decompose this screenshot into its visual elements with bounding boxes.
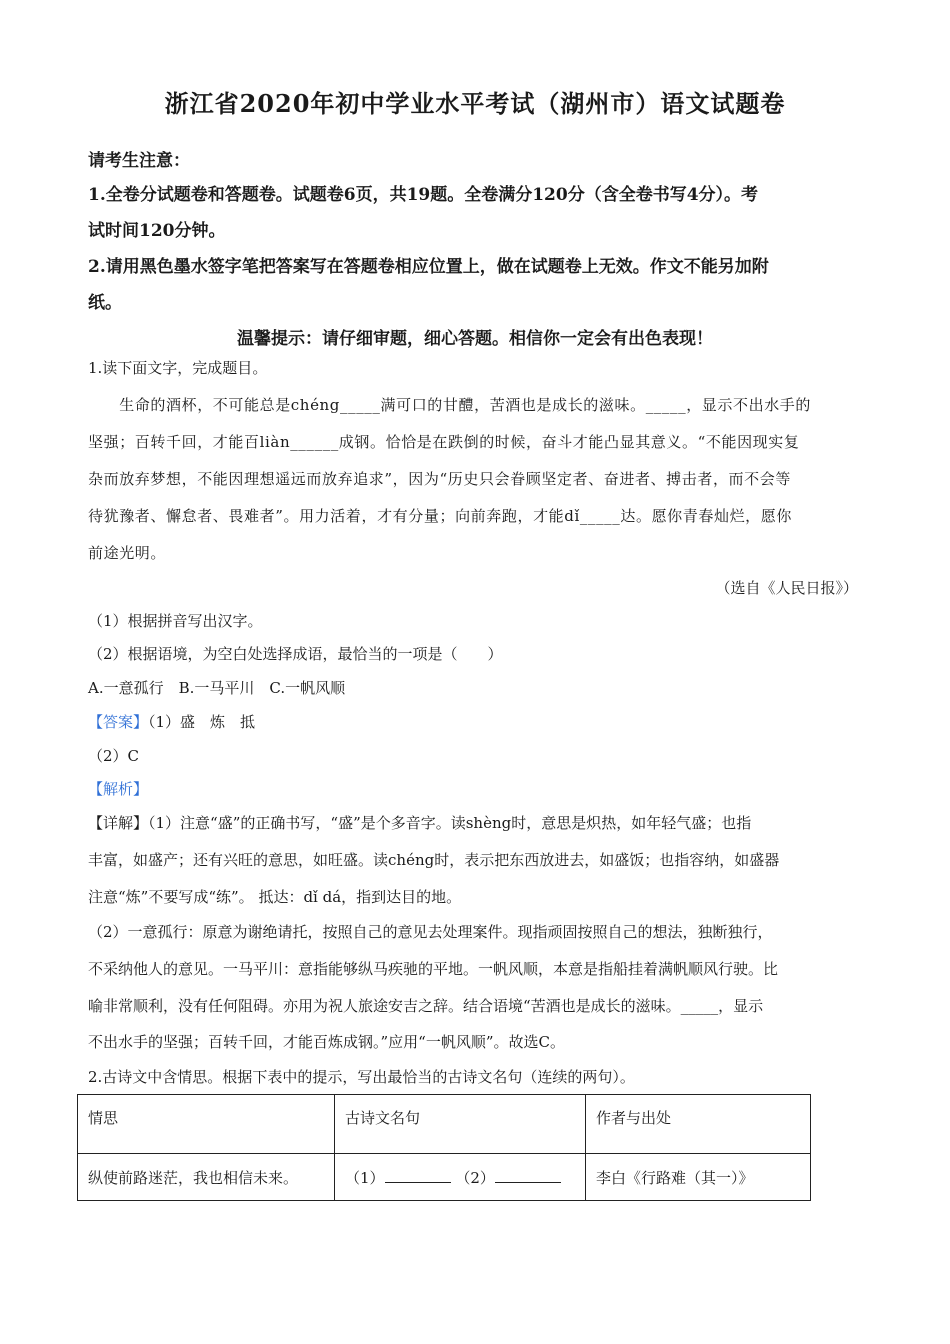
- header-poem: 古诗文名句: [335, 1095, 586, 1154]
- passage-line: 前途光明。: [88, 544, 167, 562]
- question-2-stem: 2.古诗文中含情思。根据下表中的提示，写出最恰当的古诗文名句（连续的两句）。: [88, 1068, 635, 1086]
- sub-question-2: （2）根据语境，为空白处选择成语，最恰当的一项是（ ）: [88, 645, 503, 663]
- passage-line: 生命的酒杯，不可能总是chéng_____满可口的甘醴，苦酒也是成长的滋味。_____，显示不出水手的: [88, 396, 812, 414]
- passage-line: 坚强；百转千回，才能百liàn______成钢。恰恰是在跌倒的时候，奋斗才能凸显其意义。“不能因现实复: [88, 433, 800, 451]
- cell-source: 李白《行路难（其一）》: [586, 1154, 811, 1201]
- cell-feeling: 纵使前路迷茫，我也相信未来。: [78, 1154, 335, 1201]
- notice-item-2a: 2.请用黑色墨水签字笔把答案写在答题卷相应位置上，做在试题卷上无效。作文不能另加附: [88, 257, 769, 277]
- sub-question-1: （1）根据拼音写出汉字。: [88, 612, 263, 630]
- blank-1-line: [385, 1168, 451, 1183]
- answer-label: 【答案】: [88, 713, 149, 731]
- warm-tip: 温馨提示：请仔细审题，细心答题。相信你一定会有出色表现！: [237, 329, 713, 349]
- cell-poem-blanks: [335, 1154, 586, 1201]
- blank-2-label: （2）: [455, 1168, 495, 1187]
- notice-item-1b: 试时间120分钟。: [88, 221, 226, 241]
- poetry-table: [77, 1094, 811, 1201]
- notice-heading: 请考生注意：: [88, 151, 190, 171]
- detail-line: 喻非常顺利，没有任何阻碍。亦用为祝人旅途安吉之辞。结合语境“苦酒也是成长的滋味。_____，显示: [88, 997, 764, 1015]
- detail-line: [88, 812, 868, 833]
- question-1-stem: 1.读下面文字，完成题目。: [88, 359, 268, 377]
- passage-line: 待犹豫者、懈怠者、畏难者”。用力活着，才有分量；向前奔跑，才能dǐ_____达。愿你青春灿烂，愿你: [88, 507, 792, 525]
- answer-line: [88, 711, 868, 732]
- blank-1-label: （1）: [345, 1168, 385, 1187]
- passage-source: （选自《人民日报》）: [715, 579, 858, 597]
- detail-line: 丰富，如盛产；还有兴旺的意思，如旺盛。读chéng时，表示把东西放进去，如盛饭；也指容纳，如盛器: [88, 851, 780, 869]
- header-feeling: 情思: [78, 1095, 335, 1154]
- detail-line: 不采纳他人的意见。一马平川：意指能够纵马疾驰的平地。一帆风顺，本意是指船挂着满帆顺风行驶。比: [88, 960, 779, 978]
- header-source: 作者与出处: [586, 1095, 811, 1154]
- notice-item-2b: 纸。: [88, 293, 122, 313]
- detail-line: 不出水手的坚强；百转千回，才能百炼成钢。”应用“一帆风顺”。故选C。: [88, 1033, 565, 1051]
- answer-2: （2）C: [88, 747, 140, 765]
- detail-line: （2）一意孤行：原意为谢绝请托，按照自己的意见去处理案件。现指顽固按照自己的想法，独断独行，: [88, 923, 773, 941]
- options: A.一意孤行 B.一马平川 C.一帆风顺: [88, 679, 346, 697]
- analysis-label: 【解析】: [88, 780, 149, 798]
- answer-1: （1）盛 炼 抵: [148, 713, 256, 731]
- detail-line: 注意“炼”不要写成“练”。 抵达：dǐ dá，指到达目的地。: [88, 888, 462, 906]
- passage-line: 杂而放弃梦想，不能因理想遥远而放弃追求”，因为“历史只会眷顾坚定者、奋进者、搏击者，而不会等: [88, 470, 791, 488]
- detail-label: 【详解】: [88, 814, 149, 832]
- blank-2-line: [495, 1168, 561, 1183]
- page-title: 浙江省2020年初中学业水平考试（湖州市）语文试题卷: [164, 89, 786, 118]
- notice-item-1a: 1.全卷分试题卷和答题卷。试题卷6页，共19题。全卷满分120分（含全卷书写4分）。考: [88, 185, 759, 205]
- detail-text: （1）注意“盛”的正确书写，“盛”是个多音字。读shèng时，意思是炽热，如年轻气盛；也指: [148, 814, 752, 832]
